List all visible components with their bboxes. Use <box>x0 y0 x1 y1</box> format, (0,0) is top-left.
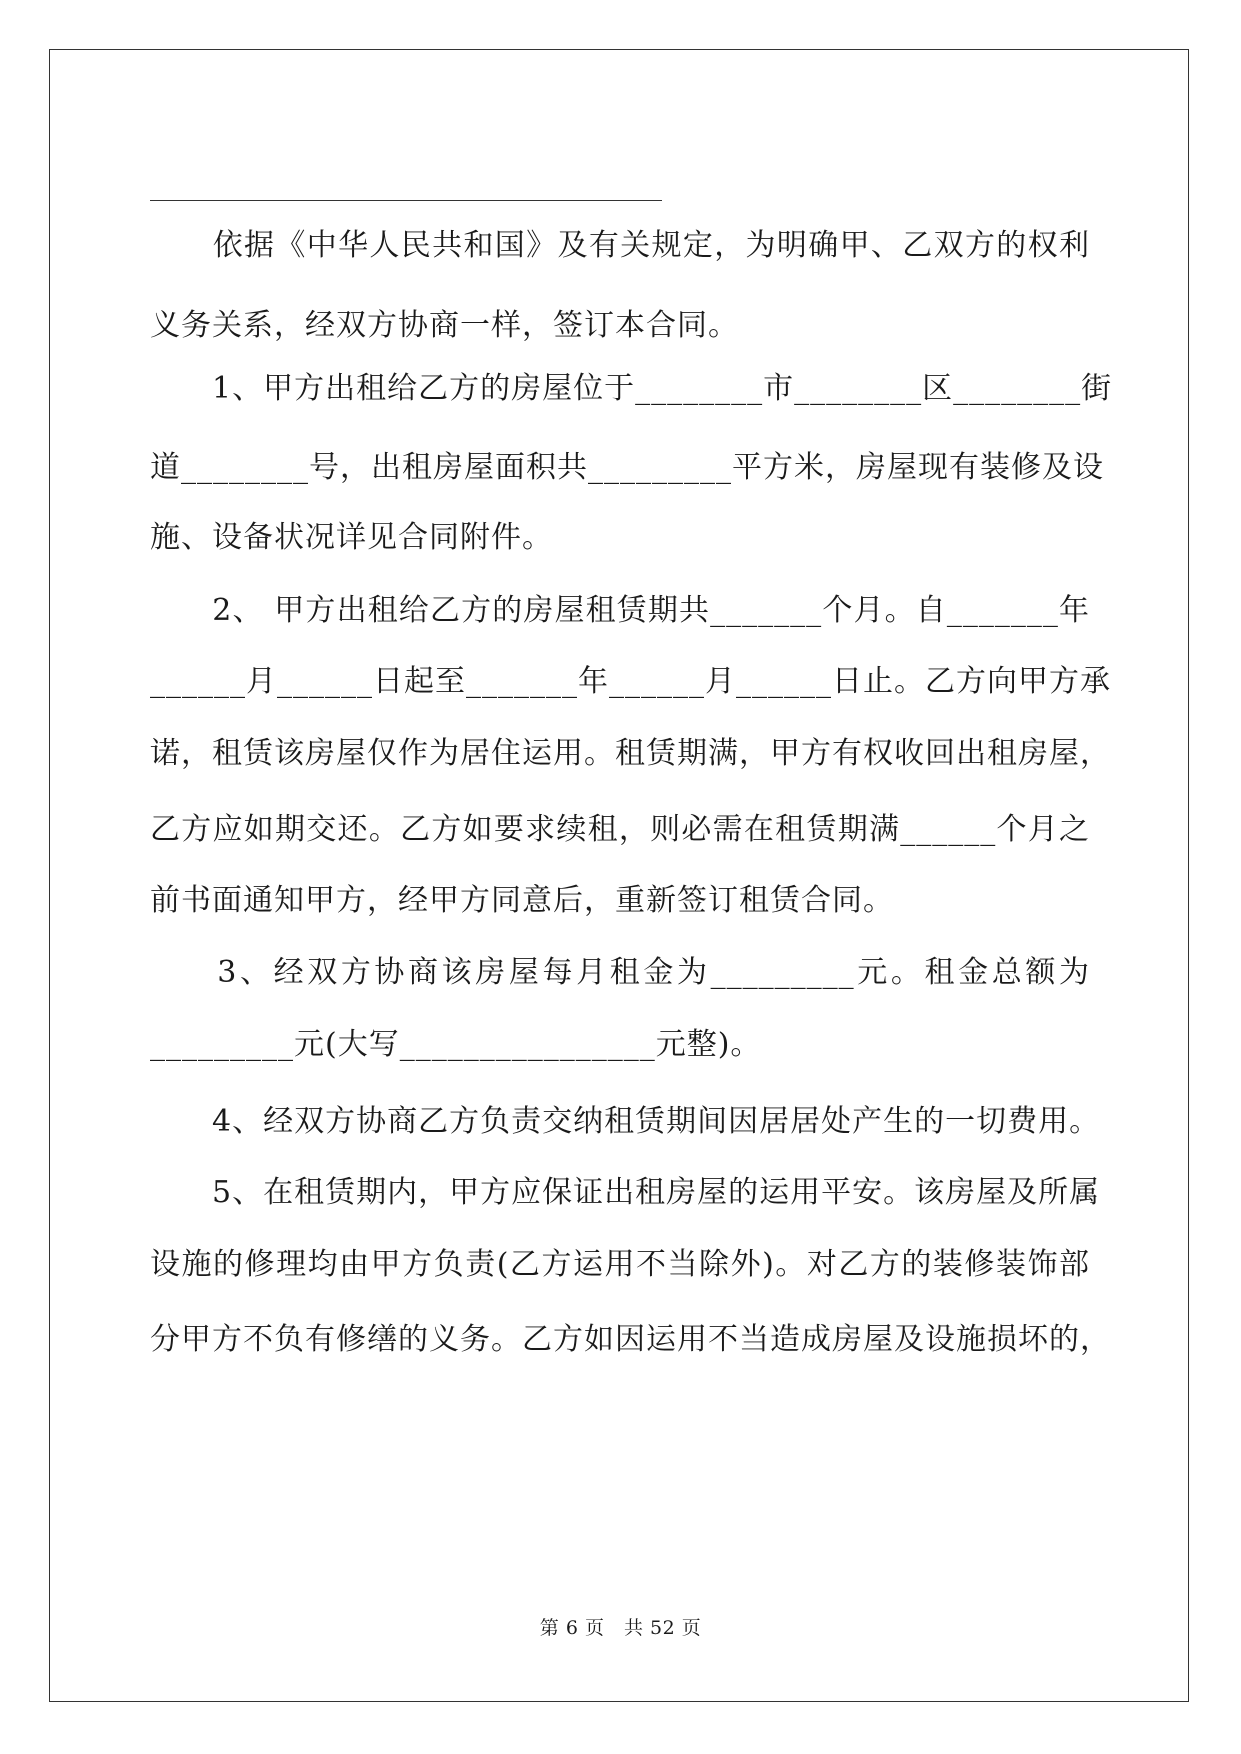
text-line: 乙方应如期交还。乙方如要求续租，则必需在租赁期满______个月之 <box>150 812 1090 847</box>
text-line: 1、甲方出租给乙方的房屋位于________市________区________街 <box>150 371 1113 406</box>
text-line: 道________号，出租房屋面积共_________平方米，房屋现有装修及设 <box>150 450 1104 485</box>
text-line: 施、设备状况详见合同附件。 <box>150 520 553 555</box>
text-line: 设施的修理均由甲方负责(乙方运用不当除外)。对乙方的装修装饰部 <box>150 1247 1090 1282</box>
text-line: 义务关系，经双方协商一样，签订本合同。 <box>150 308 739 343</box>
text-line: 2、 甲方出租给乙方的房屋租赁期共_______个月。自_______年 <box>150 593 1090 628</box>
text-line: ______月______日起至_______年______月______日止。乙方向甲方承 <box>150 664 1111 699</box>
text-line: _________元(大写________________元整)。 <box>150 1027 762 1062</box>
text-line: 5、在租赁期内，甲方应保证出租房屋的运用平安。该房屋及所属 <box>150 1175 1101 1210</box>
text-line: 4、经双方协商乙方负责交纳租赁期间因居居处产生的一切费用。 <box>150 1104 1101 1139</box>
text-line: 诺，租赁该房屋仅作为居住运用。租赁期满，甲方有权收回出租房屋， <box>150 736 1111 771</box>
text-line: 前书面通知甲方，经甲方同意后，重新签订租赁合同。 <box>150 883 894 918</box>
page-border <box>49 49 1189 1702</box>
text-line: 分甲方不负有修缮的义务。乙方如因运用不当造成房屋及设施损坏的， <box>150 1322 1111 1357</box>
text-line: 3、经双方协商该房屋每月租金为_________元。租金总额为 <box>150 955 1090 990</box>
signature-blank-line <box>150 200 662 201</box>
text-line: 依据《中华人民共和国》及有关规定，为明确甲、乙双方的权利 <box>150 228 1090 263</box>
page-number-footer: 第 6 页 共 52 页 <box>539 1617 702 1639</box>
